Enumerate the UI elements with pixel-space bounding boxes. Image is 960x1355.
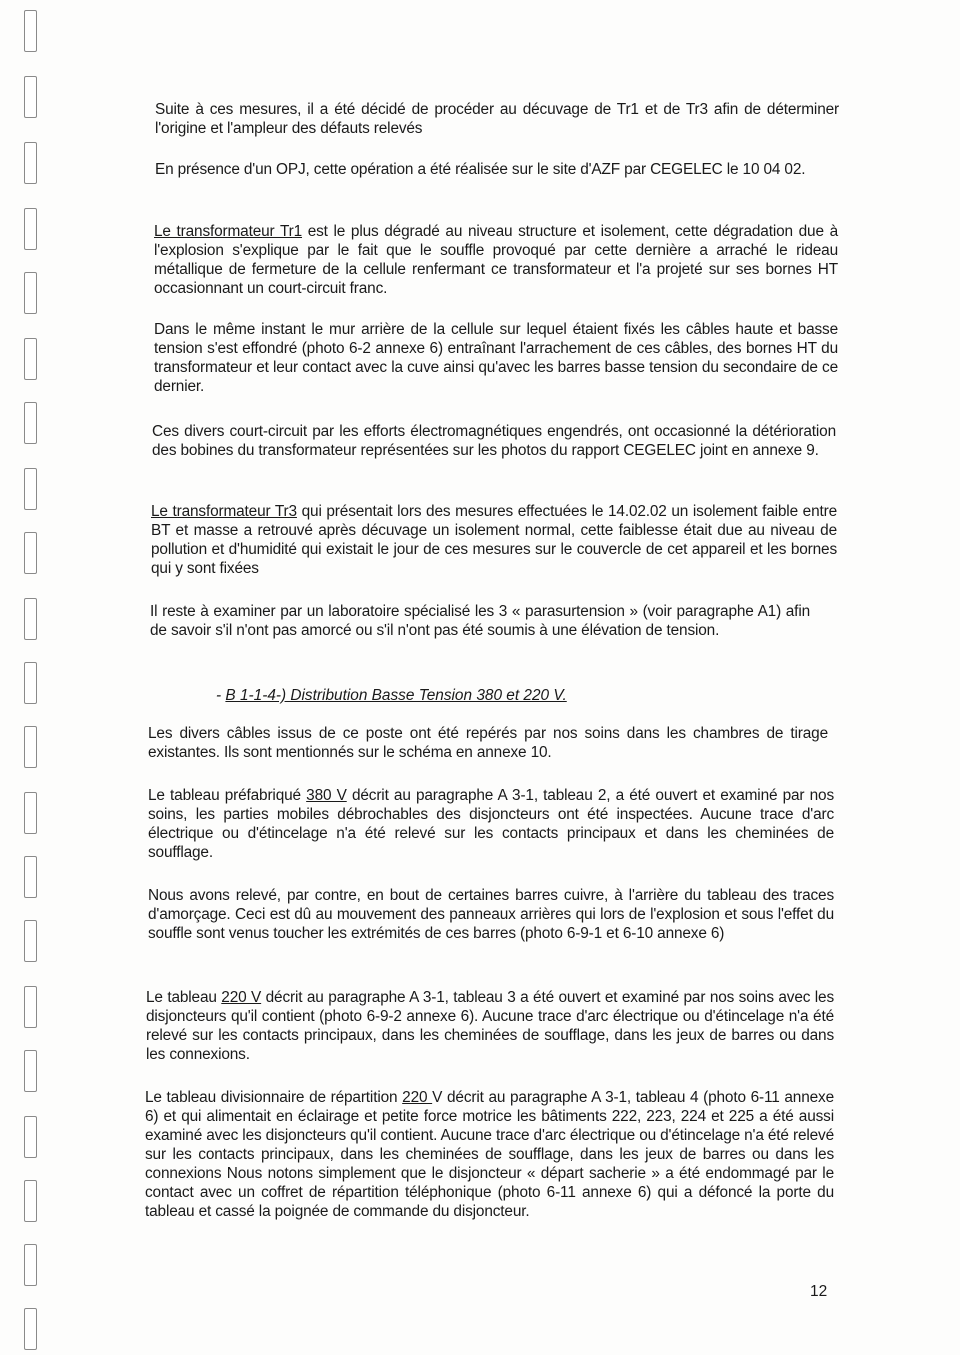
underlined-subject: Le transformateur Tr3 <box>151 503 297 520</box>
paragraph-4 <box>154 320 838 396</box>
paragraph-7 <box>150 602 810 640</box>
paragraph-text: Suite à ces mesures, il a été décidé de procéder au décuvage de Tr1 et de Tr3 afin de déterminer l'origine et l'ampleur des défauts relevés <box>155 101 839 137</box>
binder-hole <box>24 598 37 640</box>
page-number: 12 <box>810 1283 828 1300</box>
underlined-subject: Le transformateur Tr1 <box>154 223 303 240</box>
binder-hole <box>24 662 37 704</box>
voltage-underlined: 220 V <box>221 989 262 1006</box>
binder-hole <box>24 142 37 184</box>
binder-hole <box>24 272 37 314</box>
paragraph-text: Le tableau divisionnaire de répartition <box>145 1089 403 1106</box>
paragraph-text: Il reste à examiner par un laboratoire spécialisé les 3 « parasurtension » (voir paragraphe A1) afin de savoir s'il n'ont pas amorcé ou s'il n'ont pas été soumis à une élévation de tension. <box>150 603 810 639</box>
heading-dash: - <box>216 687 226 704</box>
paragraph-text: décrit au paragraphe A 3-1, tableau 2, a été ouvert et examiné par nos soins, les parties mobiles débrochables des disjoncteurs ont été inspectées. Aucune trace d'arc électrique ou d'étincelage n'a été relevé sur les contacts principaux et dans les cheminées de soufflage. <box>148 787 834 861</box>
paragraph-9 <box>148 786 834 862</box>
binder-hole <box>24 338 37 380</box>
binder-hole <box>24 402 37 444</box>
binder-hole <box>24 792 37 834</box>
paragraph-2 <box>155 160 825 179</box>
paragraph-text: Ces divers court-circuit par les efforts électromagnétiques engendrés, ont occasionné la détérioration des bobines du transformateur représentées sur les photos du rapport CEGELEC joint en annexe 9. <box>152 423 836 459</box>
binder-hole <box>24 76 37 118</box>
paragraph-text: V décrit au paragraphe A 3-1, tableau 4 (photo 6-11 annexe 6) et qui alimentait en éclairage et petite force motrice les bâtiments 222, 223, 224 et 225 a été aussi examiné avec les disjoncteurs qu'il contient. Aucune trace d'arc électrique ou d'étincelage n'a été relevé sur les contacts principaux, dans les cheminées de soufflage, dans les jeux de barres ou dans les connexions Nous notons simplement que le disjoncteur « départ sacherie » a été endommagé par le contact avec un coffret de répartition téléphonique (photo 6-11 annexe 6) qui a défoncé la porte du tableau et cassé la poignée de commande du disjoncteur. <box>145 1089 834 1220</box>
paragraph-text: Dans le même instant le mur arrière de la cellule sur lequel étaient fixés les câbles haute et basse tension s'est effondré (photo 6-2 annexe 6) entraînant l'arrachement de ces câbles, des bornes HT du transformateur et leur contact avec la cuve ainsi qu'avec les barres basse tension du secondaire de ce dernier. <box>154 321 838 395</box>
paragraph-11 <box>146 988 834 1064</box>
paragraph-text: qui présentait lors des mesures effectuées le 14.02.02 un isolement faible entre BT et masse a retrouvé après décuvage un isolement normal, cette faiblesse était due au niveau de pollution et d'humidité qui existait le jour de ces mesures sur le couvercle de cet appareil et les bornes qui y sont fixées <box>151 503 837 577</box>
heading-text: B 1-1-4-) Distribution Basse Tension 380 et 220 V. <box>225 687 567 704</box>
binder-hole <box>24 1180 37 1222</box>
binder-hole <box>24 208 37 250</box>
binder-hole <box>24 468 37 510</box>
binder-hole <box>24 1244 37 1286</box>
binder-holes <box>24 0 44 1355</box>
voltage-underlined: 220 <box>402 1089 433 1106</box>
paragraph-6 <box>151 502 837 578</box>
binder-hole <box>24 1050 37 1092</box>
paragraph-text: Nous avons relevé, par contre, en bout de certaines barres cuivre, à l'arrière du tableau des traces d'amorçage. Ceci est dû au mouvement des panneaux arrières qui lors de l'explosion et sous l'effet du souffle sont venus toucher les extrémités de ces barres (photo 6-9-1 et 6-10 annexe 6) <box>148 887 834 942</box>
paragraph-text: Le tableau préfabriqué <box>148 787 307 804</box>
paragraph-text: est le plus dégradé au niveau structure et isolement, cette dégradation due à l'explosion s'explique par le fait que le souffle provoqué par cette dernière a arraché le rideau métallique de fermeture de la cellule renfermant ce transformateur et l'a projeté sur ses bornes HT occasionnant un court-circuit franc. <box>154 223 838 297</box>
binder-hole <box>24 856 37 898</box>
paragraph-8 <box>148 724 828 762</box>
paragraph-1 <box>155 100 839 138</box>
binder-hole <box>24 1308 37 1350</box>
paragraph-text: En présence d'un OPJ, cette opération a été réalisée sur le site d'AZF par CEGELEC le 10 04 02. <box>155 161 806 178</box>
binder-hole <box>24 920 37 962</box>
voltage-underlined: 380 V <box>306 787 347 804</box>
paragraph-text: Le tableau <box>146 989 222 1006</box>
binder-hole <box>24 726 37 768</box>
binder-hole <box>24 986 37 1028</box>
paragraph-5 <box>152 422 836 460</box>
paragraph-text: décrit au paragraphe A 3-1, tableau 3 a été ouvert et examiné par nos soins avec les disjoncteurs qu'il contient (photo 6-9-2 annexe 6). Aucune trace d'arc électrique ou d'étincelage n'a été relevé sur les contacts principaux, dans les cheminées de soufflage, dans les jeux de barres ou dans les connexions. <box>146 989 835 1063</box>
binder-hole <box>24 1116 37 1158</box>
section-heading <box>216 686 567 705</box>
paragraph-text: Les divers câbles issus de ce poste ont été repérés par nos soins dans les chambres de tirage existantes. Ils sont mentionnés sur le schéma en annexe 10. <box>148 725 828 761</box>
paragraph-12 <box>145 1088 834 1221</box>
binder-hole <box>24 10 37 52</box>
paragraph-10 <box>148 886 834 943</box>
paragraph-3 <box>154 222 838 298</box>
binder-hole <box>24 532 37 574</box>
